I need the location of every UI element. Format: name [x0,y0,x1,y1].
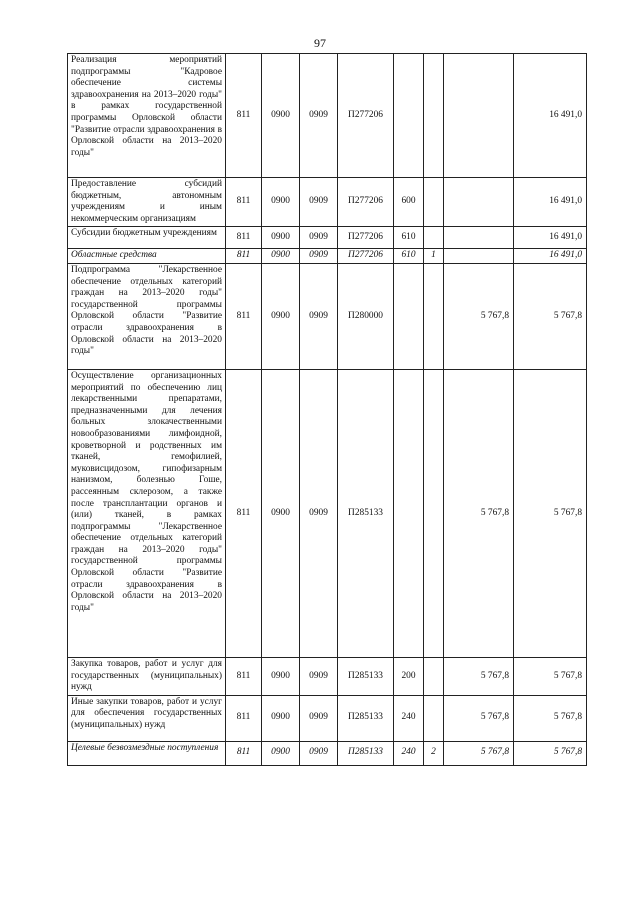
department-code-cell: 811 [226,263,262,369]
department-code-cell: 811 [226,369,262,657]
expense-type-cell: 200 [394,657,424,695]
table-row [68,695,587,741]
department-code-cell: 811 [226,54,262,178]
target-article-cell: П285133 [338,657,394,695]
department-code-cell: 811 [226,741,262,765]
department-code-cell: 811 [226,178,262,227]
row-name-cell: Предоставление субсидий бюджетным, автономным учреждениям и иным некоммерческим организациям [68,178,226,227]
department-code-cell: 811 [226,695,262,741]
section-code-cell: 0900 [262,249,300,264]
target-article-cell: П277206 [338,54,394,178]
amount-cell-1 [444,178,514,227]
row-name-cell: Реализация мероприятий подпрограммы "Кадровое обеспечение системы здравоохранения на 2013–2020 годы" в рамках государственной программы Орловской области "Развитие отрасли здравоохранения в Орловской области на 2013–2020 годы" [68,54,226,178]
table-row [68,369,587,657]
expense-type-cell: 600 [394,178,424,227]
amount-cell-2: 5 767,8 [514,263,587,369]
amount-cell-2: 16 491,0 [514,249,587,264]
section-code-cell: 0900 [262,657,300,695]
table-row [68,657,587,695]
subsection-code-cell: 0909 [300,249,338,264]
expense-type-cell: 610 [394,249,424,264]
amount-cell-2: 5 767,8 [514,741,587,765]
table-row [68,178,587,227]
section-code-cell: 0900 [262,54,300,178]
expense-type-cell [394,54,424,178]
subsection-code-cell: 0909 [300,657,338,695]
section-code-cell: 0900 [262,263,300,369]
funding-source-cell [424,227,444,249]
expense-type-cell: 610 [394,227,424,249]
amount-cell-2: 16 491,0 [514,54,587,178]
table-row [68,54,587,178]
row-name-cell: Иные закупки товаров, работ и услуг для обеспечения государственных (муниципальных) нужд [68,695,226,741]
amount-cell-1 [444,227,514,249]
funding-source-cell [424,657,444,695]
section-code-cell: 0900 [262,178,300,227]
target-article-cell: П285133 [338,695,394,741]
amount-cell-1 [444,54,514,178]
funding-source-cell [424,178,444,227]
funding-source-cell: 1 [424,249,444,264]
table-body [68,54,587,766]
department-code-cell: 811 [226,657,262,695]
expense-type-cell [394,369,424,657]
amount-cell-2: 5 767,8 [514,695,587,741]
department-code-cell: 811 [226,227,262,249]
amount-cell-1: 5 767,8 [444,263,514,369]
subsection-code-cell: 0909 [300,227,338,249]
page-number: 97 [314,36,326,50]
expense-type-cell: 240 [394,695,424,741]
funding-source-cell [424,695,444,741]
department-code-cell: 811 [226,249,262,264]
section-code-cell: 0900 [262,741,300,765]
row-name-cell: Подпрограмма "Лекарственное обеспечение отдельных категорий граждан на 2013–2020 годы" государственной программы Орловской области "Развитие отрасли здравоохранения в Орловской области на 2013–2020 годы" [68,263,226,369]
row-name-cell: Закупка товаров, работ и услуг для государственных (муниципальных) нужд [68,657,226,695]
row-name-cell: Областные средства [68,249,226,264]
section-code-cell: 0900 [262,369,300,657]
section-code-cell: 0900 [262,695,300,741]
subsection-code-cell: 0909 [300,178,338,227]
subsection-code-cell: 0909 [300,369,338,657]
subsection-code-cell: 0909 [300,263,338,369]
row-name-cell: Субсидии бюджетным учреждениям [68,227,226,249]
target-article-cell: П277206 [338,178,394,227]
subsection-code-cell: 0909 [300,695,338,741]
amount-cell-2: 5 767,8 [514,369,587,657]
target-article-cell: П280000 [338,263,394,369]
budget-table [67,53,587,766]
funding-source-cell [424,263,444,369]
amount-cell-1: 5 767,8 [444,741,514,765]
target-article-cell: П285133 [338,369,394,657]
table-row [68,741,587,765]
target-article-cell: П285133 [338,741,394,765]
funding-source-cell: 2 [424,741,444,765]
target-article-cell: П277206 [338,227,394,249]
expense-type-cell: 240 [394,741,424,765]
target-article-cell: П277206 [338,249,394,264]
amount-cell-1 [444,249,514,264]
subsection-code-cell: 0909 [300,741,338,765]
section-code-cell: 0900 [262,227,300,249]
row-name-cell: Целевые безвозмездные поступления [68,741,226,765]
subsection-code-cell: 0909 [300,54,338,178]
funding-source-cell [424,369,444,657]
table-row [68,227,587,249]
amount-cell-1: 5 767,8 [444,369,514,657]
amount-cell-1: 5 767,8 [444,657,514,695]
row-name-cell: Осуществление организационных мероприятий по обеспечению лиц лекарственными препаратами, предназначенными для лечения больных злокачественными новообразованиями лимфоидной, кроветворной и родственных им тканей, гемофилией, муковисцидозом, гипофизарным нанизмом, болезнью Гоше, рассеянным склерозом, а также после трансплантации органов и (или) тканей, в рамках подпрограммы "Лекарственное обеспечение отдельных категорий граждан на 2013–2020 годы" государственной программы Орловской области "Развитие отрасли здравоохранения в Орловской области на 2013–2020 годы" [68,369,226,657]
table-row [68,249,587,264]
funding-source-cell [424,54,444,178]
amount-cell-2: 5 767,8 [514,657,587,695]
amount-cell-2: 16 491,0 [514,178,587,227]
expense-type-cell [394,263,424,369]
amount-cell-2: 16 491,0 [514,227,587,249]
amount-cell-1: 5 767,8 [444,695,514,741]
table-row [68,263,587,369]
